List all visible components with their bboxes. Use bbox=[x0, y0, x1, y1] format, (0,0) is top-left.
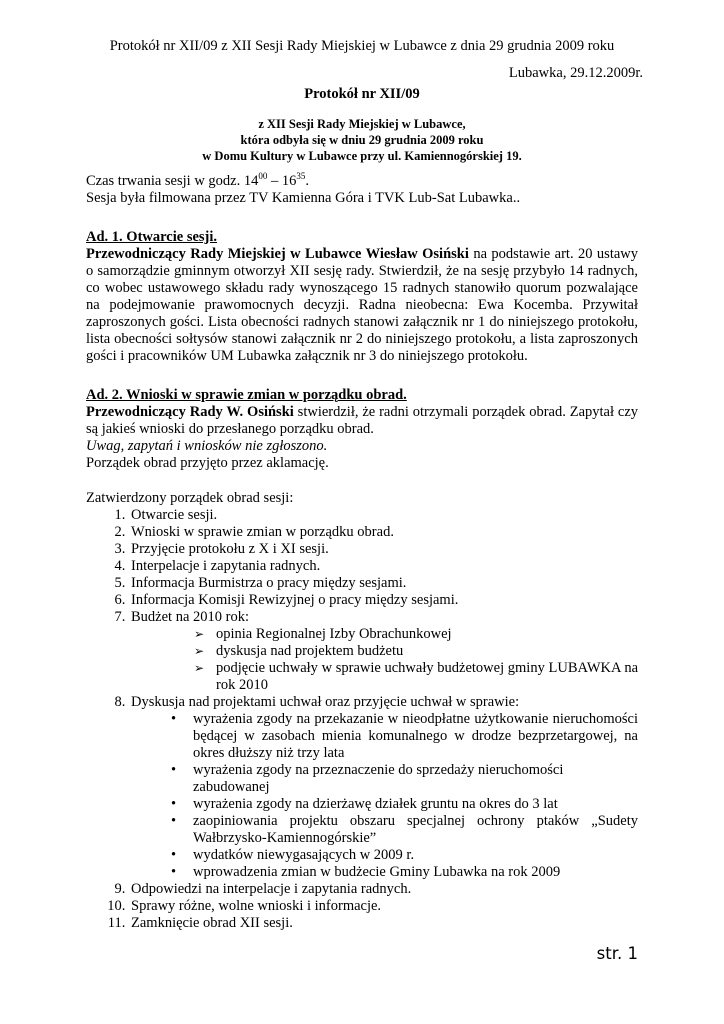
agenda-subitem: ➢ podjęcie uchwały w sprawie uchwały budżetowej gminy LUBAWKA na rok 2010 bbox=[194, 660, 638, 693]
agenda-subitem: • wyrażenia zgody na dzierżawę działek gruntu na okres do 3 lat bbox=[171, 796, 558, 812]
dot-bullet-icon: • bbox=[171, 847, 177, 863]
agenda-item: 11. Zamknięcie obrad XII sesji. bbox=[129, 915, 638, 932]
agenda-item: 6. Informacja Komisji Rewizyjnej o pracy między sesjami. bbox=[129, 592, 638, 609]
dot-bullet-icon: • bbox=[171, 796, 177, 812]
agenda-accepted: Porządek obrad przyjęto przez aklamację. bbox=[86, 455, 329, 471]
subtitle-line: z XII Sesji Rady Miejskiej w Lubawce, bbox=[258, 117, 466, 131]
subtitle-line: która odbyła się w dniu 29 grudnia 2009 roku bbox=[240, 133, 484, 147]
document-subtitle bbox=[0, 116, 724, 164]
speaker-name: Przewodniczący Rady Miejskiej w Lubawce Wiesław Osiński bbox=[86, 246, 469, 262]
agenda-item: 10. Sprawy różne, wolne wnioski i informacje. bbox=[129, 898, 638, 915]
agenda-subitem: • zaopiniowania projektu obszaru specjalnej ochrony ptaków „Sudety Wałbrzysko-Kamiennogórskie” bbox=[171, 813, 638, 846]
agenda-item: 4. Interpelacje i zapytania radnych. bbox=[129, 558, 638, 575]
section-heading: Ad. 2. Wnioski w sprawie zmian w porządku obrad. bbox=[86, 387, 407, 403]
section-paragraph: Przewodniczący Rady Miejskiej w Lubawce Wiesław Osiński na podstawie art. 20 ustawy o samorządzie gminnym otworzył XII sesję rady. Stwierdził, że na sesję przybyło 14 radnych, co wobec ustawowego składu rady wynoszącego 15 radnych stanowiło quorum pozwalające na podejmowanie prawomocnych decyzji. Radna nieobecna: Ewa Kocemba. Przywitał zaproszonych gości. Lista obecności radnych stanowi załącznik nr 1 do niniejszego protokołu, lista obecności sołtysów stanowi załącznik nr 2 do niniejszego protokołu, a lista zaproszonych gości i pracowników UM Lubawka załącznik nr 3 do niniejszego protokołu. bbox=[86, 246, 639, 364]
session-duration: Czas trwania sesji w godz. $14^{00} - 16^{35}$. bbox=[86, 171, 309, 189]
dot-bullet-icon: • bbox=[171, 813, 177, 829]
session-filmed-note: Sesja była filmowana przez TV Kamienna Góra i TVK Lub-Sat Lubawka.. bbox=[86, 190, 521, 206]
page-number: str. 1 bbox=[596, 944, 638, 963]
agenda-subitem: • wydatków niewygasających w 2009 r. bbox=[171, 847, 415, 863]
agenda-item: 2. Wnioski w sprawie zmian w porządku obrad. bbox=[129, 524, 638, 541]
no-remarks-note: Uwag, zapytań i wniosków nie zgłoszono. bbox=[86, 438, 328, 454]
arrow-bullet-icon: ➢ bbox=[194, 627, 205, 641]
arrow-bullet-icon: ➢ bbox=[194, 661, 205, 675]
agenda-item: 5. Informacja Burmistrza o pracy między sesjami. bbox=[129, 575, 638, 592]
document-title: Protokół nr XII/09 bbox=[304, 86, 420, 102]
agenda-item: 8. Dyskusja nad projektami uchwał oraz przyjęcie uchwał w sprawie: • wyrażenia zgody na przekazanie w nieodpłatne użytkowanie nieruchomości będącej w zasobach mienia komunalnego w drodze bezprzetargowej, na okres dłuższy niż trzy lata • wyrażenia zgody na przeznaczenie do sprzedaży nieruchomości zabudowanej • wyrażenia zgody na dzierżawę działek gruntu na okres do 3 lat • zaopiniowania projektu obszaru specjalnej ochrony ptaków „Sudety Wałbrzysko-Kamiennogórskie” • wydatków niewygasających w 2009 r. • wprowadzenia zmian w budżecie Gminy Lubawka na rok 2009 bbox=[129, 694, 638, 881]
resolution-subitems bbox=[131, 711, 638, 881]
subtitle-line: w Domu Kultury w Lubawce przy ul. Kamiennogórskiej 19. bbox=[202, 149, 522, 163]
dot-bullet-icon: • bbox=[171, 762, 177, 778]
speaker-name: Przewodniczący Rady W. Osiński bbox=[86, 404, 294, 420]
agenda-item: 7. Budżet na 2010 rok: ➢ opinia Regionalnej Izby Obrachunkowej ➢ dyskusja nad projektem budżetu ➢ podjęcie uchwały w sprawie uchwały budżetowej gminy LUBAWKA na rok 2010 bbox=[129, 609, 638, 694]
agenda-subitem: ➢ opinia Regionalnej Izby Obrachunkowej bbox=[194, 626, 452, 642]
agenda-item: 3. Przyjęcie protokołu z X i XI sesji. bbox=[129, 541, 638, 558]
agenda-subitem: • wyrażenia zgody na przekazanie w nieodpłatne użytkowanie nieruchomości będącej w zasobach mienia komunalnego w drodze bezprzetargowej, na okres dłuższy niż trzy lata bbox=[171, 711, 638, 761]
section-heading: Ad. 1. Otwarcie sesji. bbox=[86, 229, 218, 245]
running-header: Protokół nr XII/09 z XII Sesji Rady Miejskiej w Lubawce z dnia 29 grudnia 2009 roku bbox=[109, 38, 615, 54]
agenda-item: 1. Otwarcie sesji. bbox=[129, 507, 638, 524]
agenda-subitem: • wyrażenia zgody na przeznaczenie do sprzedaży nieruchomości zabudowanej bbox=[171, 762, 564, 795]
agenda-item: 9. Odpowiedzi na interpelacje i zapytania radnych. bbox=[129, 881, 638, 898]
place-date: Lubawka, 29.12.2009r. bbox=[508, 65, 643, 81]
agenda-subitem: ➢ dyskusja nad projektem budżetu bbox=[194, 643, 404, 659]
arrow-bullet-icon: ➢ bbox=[194, 644, 205, 658]
agenda-subitem: • wprowadzenia zmian w budżecie Gminy Lubawka na rok 2009 bbox=[171, 864, 561, 880]
section-paragraph: Przewodniczący Rady W. Osiński stwierdził, że radni otrzymali porządek obrad. Zapytał czy są jakieś wnioski do przesłanego porządku obrad. bbox=[86, 404, 639, 437]
budget-subitems bbox=[131, 626, 638, 694]
dot-bullet-icon: • bbox=[171, 711, 177, 727]
agenda-intro: Zatwierdzony porządek obrad sesji: bbox=[86, 490, 294, 506]
dot-bullet-icon: • bbox=[171, 864, 177, 880]
document-body bbox=[86, 173, 638, 932]
agenda-list bbox=[86, 507, 638, 932]
